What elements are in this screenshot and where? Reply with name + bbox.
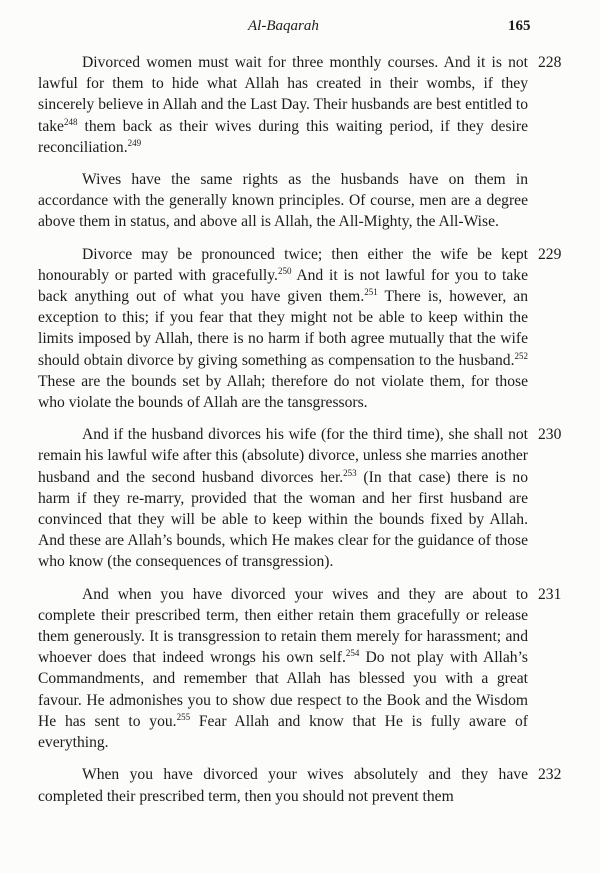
footnote-marker[interactable]: 251 [364,286,378,297]
paragraph [38,169,528,233]
paragraph-text: And when you have divorced your wives and they are about to complete their prescribed term, then either retain them gracefully or release them generously. It is transgression to retain them merely for harassment; and whoever does that indeed wrongs his own self. [38,585,528,667]
paragraph [38,584,562,754]
paragraph-text: Wives have the same rights as the husbands have on them in accordance with the generally known principles. Of course, men are a degree above them in status, and above all is Allah, the All-Mighty, the All-Wise. [38,171,528,231]
paragraph [38,424,562,572]
paragraph [38,52,562,158]
footnote-marker[interactable]: 255 [176,711,191,722]
paragraph-text: Divorce may be pronounced twice; then either the wife be kept honourably or parted with gracefully. [38,245,528,284]
paragraph-text: Fear Allah and know that He is fully aware of everything. [38,712,528,752]
paragraph-text: These are the bounds set by Allah; therefore do not violate them, for those who violate the bounds of Allah are the tansgressors. [38,372,528,412]
paragraph [38,244,562,414]
footnote-marker[interactable]: 254 [345,648,360,659]
paragraph-text: When you have divorced your wives absolutely and they have completed their prescribed term, then you should not prevent them [38,766,528,805]
paragraph-text: (In that case) there is no harm if they re-marry, provided that the woman and her first husband are convinced that they will be able to keep within the bounds fixed by Allah. And these are Allah’s bounds, which He makes clear for the guidance of those who know (the consequences of transgression). [38,468,528,571]
paragraph-text: There is, however, an exception to this; if you fear that they might not be able to keep within the limits imposed by Allah, there is no harm if both agree mutually that the wife should obtain divorce by giving something as compensation to the husband. [38,288,528,369]
paragraph [38,764,562,806]
verse-number: 228 [538,54,562,71]
paragraph-text: Do not play with Allah’s Commandments, and remember that Allah has blessed you with a great favour. He admonishes you to show due respect to the Book and the Wisdom He has sent to you. [38,649,528,730]
page-body [38,52,562,818]
footnote-marker[interactable]: 249 [127,137,142,148]
page-number: 165 [508,18,531,34]
verse-number: 231 [538,585,562,603]
footnote-marker[interactable]: 252 [514,350,528,361]
paragraph-text: Divorced women must wait for three monthly courses. And it is not lawful for them to hide what Allah has created in their wombs, if they sincerely believe in Allah and the Last Day. Their husbands are best entitled to take [38,54,528,135]
footnote-marker[interactable]: 248 [63,116,78,127]
paragraph-text: And it is not lawful for you to take back anything out of what you have given them. [38,266,528,306]
paragraph-text: And if the husband divorces his wife (for the third time), she shall not remain his lawful wife after this (absolute) divorce, unless she marries another husband and the second husband divorces her. [38,426,528,486]
verse-number: 229 [538,245,562,263]
footnote-marker[interactable]: 253 [343,467,357,478]
running-header-title: Al-Baqarah [248,18,319,34]
paragraph-text: them back as their wives during this waiting period, if they desire reconciliation. [38,117,528,156]
footnote-marker[interactable]: 250 [277,265,292,276]
verse-number: 230 [538,426,562,444]
verse-number: 232 [538,766,562,784]
